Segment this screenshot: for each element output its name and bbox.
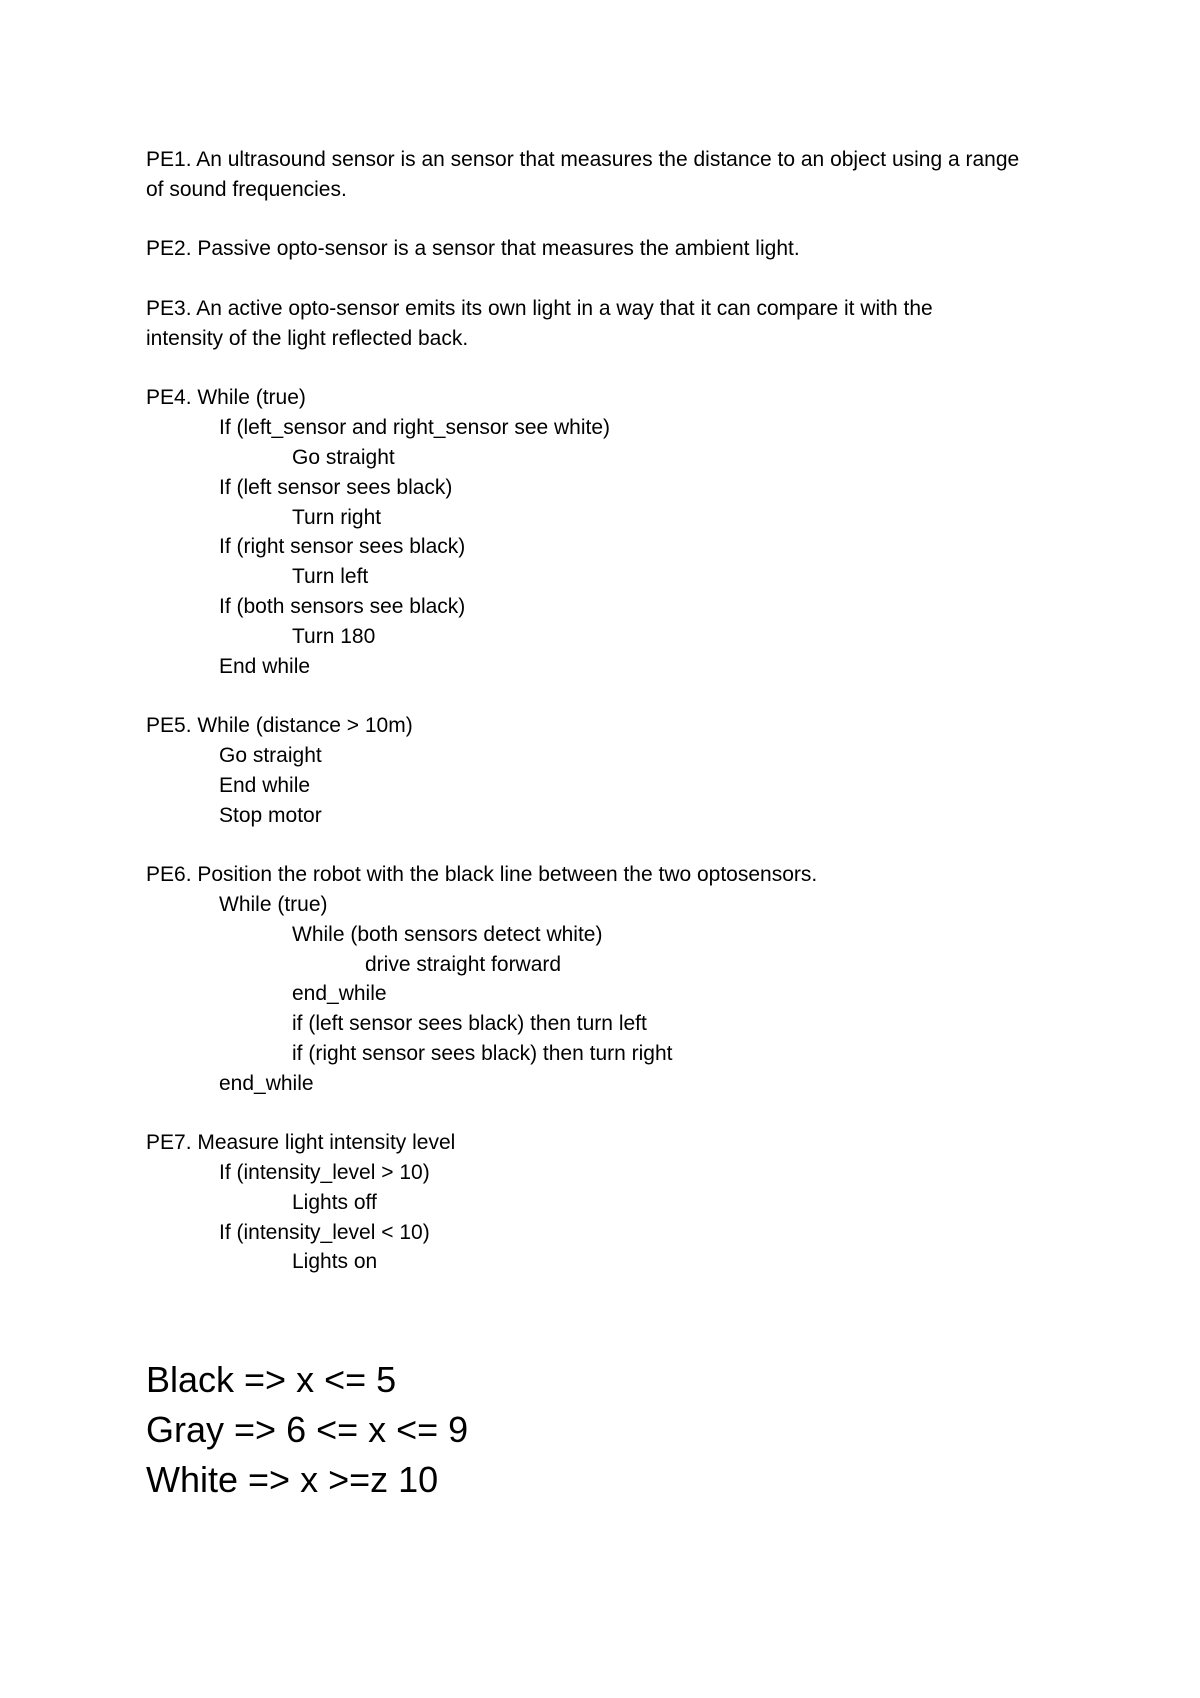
pe3-paragraph <box>146 294 1086 354</box>
pe4-line: PE4. While (true) <box>146 386 306 410</box>
pe4-line: Turn right <box>292 505 382 529</box>
pe4-line: If (left_sensor and right_sensor see white) <box>219 416 611 440</box>
black-threshold: Black => x <= 5 <box>146 1359 397 1400</box>
pe7-line: Lights off <box>292 1190 377 1214</box>
pe1-line-1: PE1. An ultrasound sensor is an sensor that measures the distance to an object using a range <box>146 148 1020 171</box>
pe4-line: If (left sensor sees black) <box>219 475 453 499</box>
pe6-line: if (right sensor sees black) then turn right <box>292 1041 673 1065</box>
pe6-line: While (both sensors detect white) <box>292 922 603 946</box>
pe3-line-2: intensity of the light reflected back. <box>146 326 469 350</box>
pe3-line-1: PE3. An active opto-sensor emits its own light in a way that it can compare it with the <box>146 296 933 320</box>
color-thresholds <box>146 1355 468 1505</box>
pe6-line: end_while <box>219 1071 314 1095</box>
pe7-line: If (intensity_level > 10) <box>219 1161 430 1185</box>
pe5-line: End while <box>219 773 311 797</box>
document-body <box>146 145 1086 1307</box>
pe2-paragraph <box>146 234 1086 264</box>
pe5-line: PE5. While (distance > 10m) <box>146 714 413 738</box>
pe5-line: Stop motor <box>219 803 322 827</box>
pe7-line: If (intensity_level < 10) <box>219 1220 430 1244</box>
pe4-line: Turn 180 <box>292 624 376 648</box>
pe4-pseudocode <box>146 383 1086 681</box>
pe4-line: Turn left <box>292 565 369 589</box>
pe7-pseudocode <box>146 1128 1086 1277</box>
pe1-line-2: of sound frequencies. <box>146 177 347 201</box>
pe6-line: drive straight forward <box>365 952 562 976</box>
pe7-line: PE7. Measure light intensity level <box>146 1131 456 1155</box>
pe6-line: PE6. Position the robot with the black line between the two optosensors. <box>146 863 818 887</box>
pe6-pseudocode <box>146 860 1086 1098</box>
pe4-line: If (right sensor sees black) <box>219 535 466 559</box>
pe4-line: End while <box>219 654 311 678</box>
pe7-line: Lights on <box>292 1250 378 1274</box>
pe2-line-1: PE2. Passive opto-sensor is a sensor that measures the ambient light. <box>146 237 800 261</box>
pe5-line: Go straight <box>219 743 322 767</box>
pe1-paragraph <box>146 145 1086 205</box>
gray-threshold: Gray => 6 <= x <= 9 <box>146 1409 469 1450</box>
pe6-line: While (true) <box>219 892 328 916</box>
pe4-line: Go straight <box>292 445 395 469</box>
pe6-line: if (left sensor sees black) then turn left <box>292 1012 647 1036</box>
pe6-line: end_while <box>292 982 387 1006</box>
pe4-line: If (both sensors see black) <box>219 594 466 618</box>
white-threshold: White => x >=z 10 <box>146 1459 439 1500</box>
pe5-pseudocode <box>146 711 1086 830</box>
